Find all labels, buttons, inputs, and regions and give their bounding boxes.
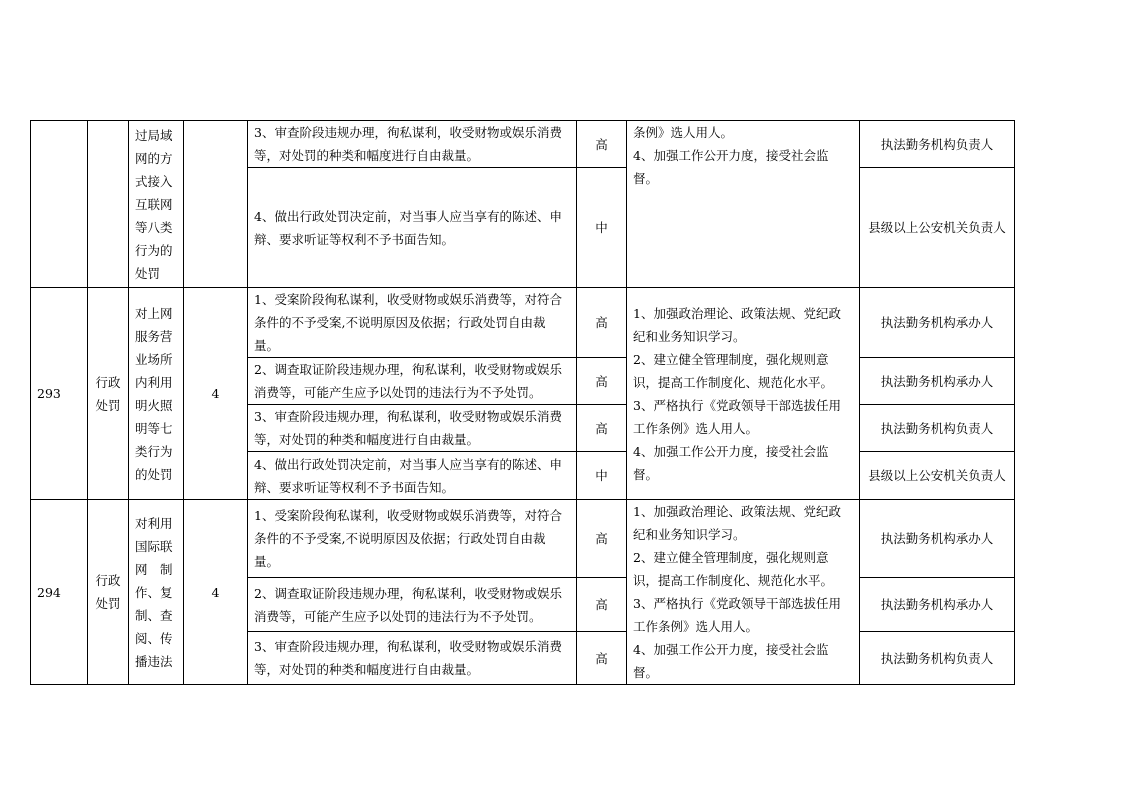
risk-level-cell: 中: [577, 168, 627, 288]
risk-level-cell: 高: [577, 358, 627, 405]
measure-line: 3、严格执行《党政领导干部选拔任用工作条例》选人用人。: [633, 397, 841, 436]
risk-point-cell: 3、审查阶段违规办理，徇私谋利，收受财物或娱乐消费等，对处罚的种类和幅度进行自由裁量。: [248, 121, 577, 168]
risk-level-cell: 高: [577, 121, 627, 168]
risk-count-cell: 4: [184, 288, 248, 500]
item-name-line: 互联网: [135, 196, 173, 212]
item-name-line: 的处罚: [135, 466, 173, 482]
prevention-measures-cell: [627, 500, 860, 685]
item-name-line: 制、查: [135, 607, 173, 623]
item-name-cell: [129, 121, 184, 288]
risk-point-cell: 2、调查取证阶段违规办理，徇私谋利，收受财物或娱乐消费等，可能产生应予以处罚的违法行为不予处罚。: [248, 578, 577, 632]
item-name-line: 网 制: [135, 561, 173, 577]
risk-point-cell: 3、审查阶段违规办理，徇私谋利，收受财物或娱乐消费等，对处罚的种类和幅度进行自由裁量。: [248, 632, 577, 685]
measure-line: 2、建立健全管理制度，强化规则意识，提高工作制度化、规范化水平。: [633, 550, 834, 588]
measure-line: 4、加强工作公开力度，接受社会监督。: [633, 148, 829, 186]
measure-line: 4、加强工作公开力度，接受社会监督。: [633, 642, 829, 680]
responsible-person-cell: 执法勤务机构承办人: [860, 288, 1015, 358]
risk-point-cell: 3、审查阶段违规办理，徇私谋利，收受财物或娱乐消费等，对处罚的种类和幅度进行自由裁量。: [248, 405, 577, 452]
measure-line: 1、加强政治理论、政策法规、党纪政纪和业务知识学习。: [633, 504, 841, 542]
risk-point-cell: 2、调查取证阶段违规办理，徇私谋利，收受财物或娱乐消费等，可能产生应予以处罚的违法行为不予处罚。: [248, 358, 577, 405]
measure-line: 条例》选人用人。: [633, 125, 734, 140]
table-row: [31, 500, 1015, 578]
risk-count-cell: [184, 121, 248, 288]
item-name-line: 对上网: [135, 305, 173, 321]
item-name-line: 式接入: [135, 173, 173, 189]
item-name-line: 明火照: [135, 397, 173, 413]
measure-line: 2、建立健全管理制度，强化规则意识，提高工作制度化、规范化水平。: [633, 351, 834, 390]
risk-level-cell: 高: [577, 405, 627, 452]
risk-level-cell: 高: [577, 288, 627, 358]
responsible-person-cell: 执法勤务机构负责人: [860, 405, 1015, 452]
risk-point-cell: 4、做出行政处罚决定前，对当事人应当享有的陈述、申辩、要求听证等权利不予书面告知。: [248, 168, 577, 288]
item-name-line: 内利用: [135, 374, 173, 390]
risk-level-cell: 高: [577, 500, 627, 578]
risk-level-cell: 中: [577, 452, 627, 500]
table-row: [31, 288, 1015, 358]
item-type-cell: 行政处罚: [88, 500, 129, 685]
item-type-cell: 行政处罚: [88, 288, 129, 500]
item-name-line: 类行为: [135, 443, 173, 459]
item-name-cell: [129, 288, 184, 500]
responsible-person-cell: 执法勤务机构负责人: [860, 632, 1015, 685]
risk-count-cell: 4: [184, 500, 248, 685]
item-name-line: 业场所: [135, 351, 173, 367]
responsible-person-cell: 县级以上公安机关负责人: [860, 452, 1015, 500]
risk-point-cell: 4、做出行政处罚决定前，对当事人应当享有的陈述、申辩、要求听证等权利不予书面告知。: [248, 452, 577, 500]
item-name-line: 国际联: [135, 538, 173, 554]
item-name-line: 网的方: [135, 150, 173, 166]
responsible-person-cell: 执法勤务机构承办人: [860, 500, 1015, 578]
responsible-person-cell: 执法勤务机构承办人: [860, 578, 1015, 632]
measure-line: 3、严格执行《党政领导干部选拔任用工作条例》选人用人。: [633, 596, 841, 634]
risk-level-cell: 高: [577, 578, 627, 632]
responsible-person-cell: 执法勤务机构负责人: [860, 121, 1015, 168]
item-name-line: 行为的: [135, 242, 173, 258]
risk-table: [30, 120, 1015, 685]
item-type-cell: [88, 121, 129, 288]
item-name-cell: [129, 500, 184, 685]
measure-line: 1、加强政治理论、政策法规、党纪政纪和业务知识学习。: [633, 305, 841, 344]
item-name-line: 服务营: [135, 328, 173, 344]
item-name-line: 播违法: [135, 653, 173, 669]
item-number-cell: [31, 121, 88, 288]
measure-line: 4、加强工作公开力度，接受社会监督。: [633, 443, 829, 482]
responsible-person-cell: 执法勤务机构承办人: [860, 358, 1015, 405]
item-number-cell: 293: [31, 288, 88, 500]
item-name-line: 作、复: [135, 584, 173, 600]
table-row: [31, 121, 1015, 168]
risk-point-cell: 1、受案阶段徇私谋利，收受财物或娱乐消费等，对符合条件的不予受案,不说明原因及依据；行政处罚自由裁量。: [248, 500, 577, 578]
risk-point-cell: 1、受案阶段徇私谋利，收受财物或娱乐消费等，对符合条件的不予受案,不说明原因及依据；行政处罚自由裁量。: [248, 288, 577, 358]
item-number-cell: 294: [31, 500, 88, 685]
risk-level-cell: 高: [577, 632, 627, 685]
item-name-line: 过局域: [135, 127, 173, 143]
prevention-measures-cell: [627, 121, 860, 288]
item-name-line: 阅、传: [135, 630, 173, 646]
item-name-line: 明等七: [135, 420, 173, 436]
item-name-line: 处罚: [135, 265, 161, 281]
item-name-line: 等八类: [135, 219, 173, 235]
item-name-line: 对利用: [135, 515, 173, 531]
responsible-person-cell: 县级以上公安机关负责人: [860, 168, 1015, 288]
prevention-measures-cell: [627, 288, 860, 500]
